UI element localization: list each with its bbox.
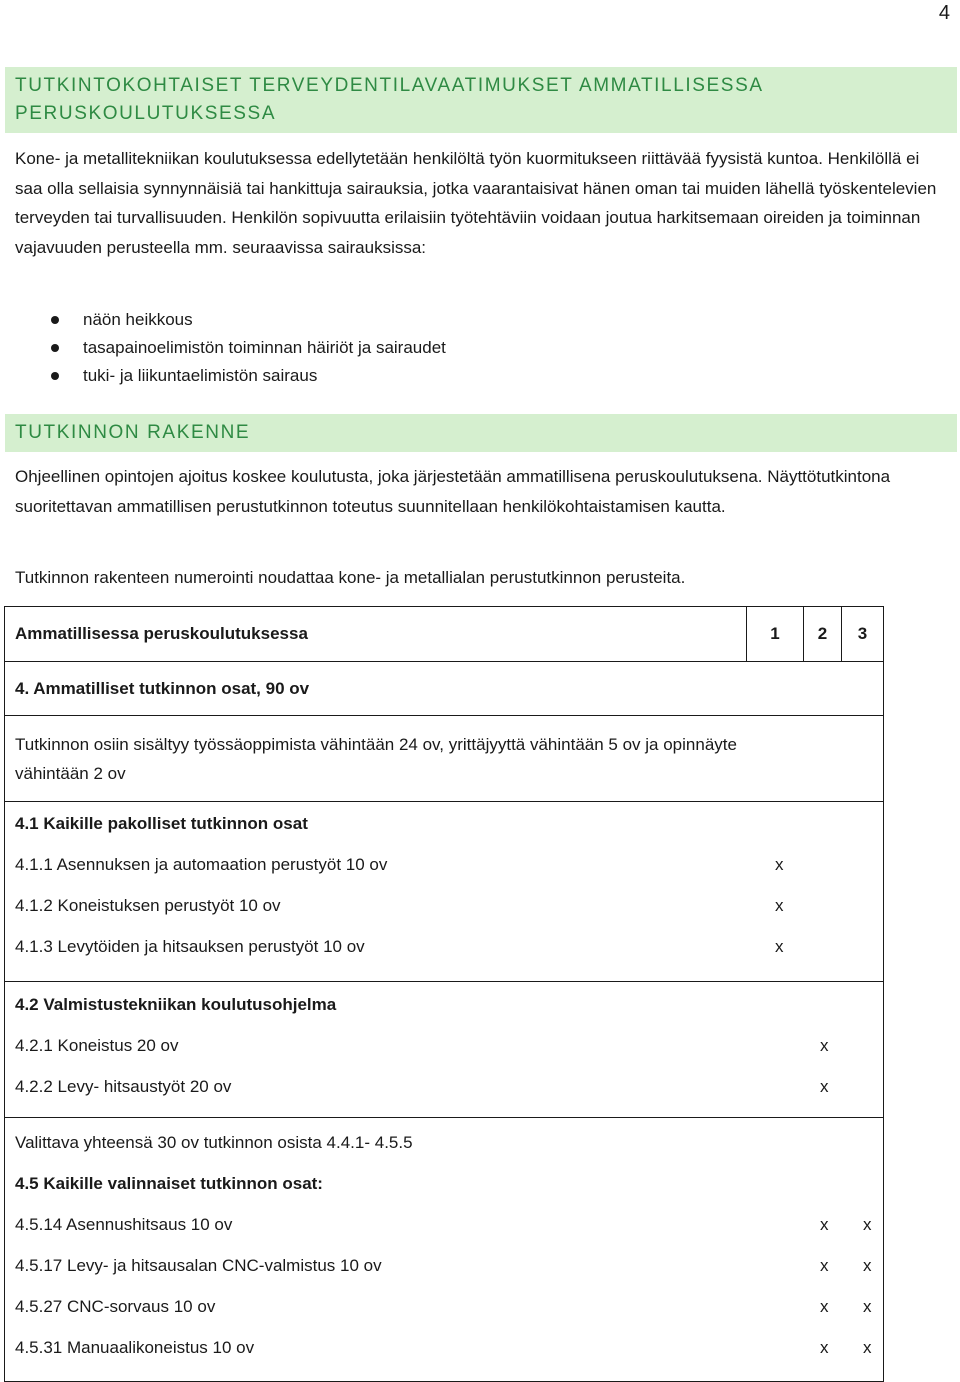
main-row-label: 4. Ammatilliset tutkinnon osat, 90 ov (5, 662, 884, 716)
check-mark: x (820, 1338, 829, 1357)
table-header-row (5, 607, 884, 662)
table-header-col-3: 3 (842, 607, 884, 662)
check-mark: x (775, 855, 784, 874)
check-mark: x (775, 896, 784, 915)
heading-text: TUTKINNON RAKENNE (15, 422, 251, 443)
list-item: tasapainoelimistön toiminnan häiriöt ja sairaudet (15, 334, 446, 362)
table-row (5, 802, 884, 982)
list-item: 4.5.14 Asennushitsaus 10 ov x x (15, 1204, 883, 1245)
table-header-col-2: 2 (804, 607, 842, 662)
list-item: 4.5.27 CNC-sorvaus 10 ov x x (15, 1286, 883, 1327)
heading-degree-structure (5, 414, 957, 452)
health-requirements-paragraph: Kone- ja metallitekniikan koulutuksessa edellytetään henkilöltä työn kuormitukseen riittävää fyysistä kuntoa. Henkilöllä ei saa olla sellaisia synnynnäisiä tai hankittuja sairauksia, jotka vaarantaisivat hänen oman tai muiden lähellä työskentelevien terveyden tai turvallisuuden. Henkilön sopivuutta erilaisiin työtehtäviin voidaan joutua harkitsemaan oireiden ja toiminnan vajavuuden perusteella mm. seuraavissa sairauksissa: (15, 149, 937, 257)
list-item: 4.1.3 Levytöiden ja hitsauksen perustyöt 10 ov x (15, 926, 883, 967)
page-number: 4 (938, 2, 950, 24)
heading-line-1: TUTKINTOKOHTAISET TERVEYDENTILAVAATIMUKSET AMMATILLISESSA (15, 75, 764, 96)
heading-line-2: PERUSKOULUTUKSESSA (15, 103, 277, 124)
bullet-icon (51, 344, 59, 352)
table-row (5, 662, 884, 716)
check-mark: x (863, 1338, 872, 1357)
bullet-icon (51, 372, 59, 380)
list-item: 4.5.17 Levy- ja hitsausalan CNC-valmistus 10 ov x x (15, 1245, 883, 1286)
check-mark: x (863, 1297, 872, 1316)
table-row (5, 716, 884, 802)
check-mark: x (820, 1036, 829, 1055)
check-mark: x (820, 1256, 829, 1275)
check-mark: x (863, 1215, 872, 1234)
check-mark: x (820, 1077, 829, 1096)
list-item: 4.2.1 Koneistus 20 ov x (15, 1025, 883, 1066)
check-mark: x (820, 1215, 829, 1234)
note-row-label: Tutkinnon osiin sisältyy työssäoppimista vähintään 24 ov, yrittäjyyttä vähintään 5 ov ja opinnäyte vähintään 2 ov (5, 716, 884, 802)
list-item: näön heikkous (15, 306, 446, 334)
structure-table (4, 606, 884, 1382)
table-row (5, 1118, 884, 1382)
heading-health-requirements (5, 67, 957, 133)
check-mark: x (775, 937, 784, 956)
numbering-paragraph: Tutkinnon rakenteen numerointi noudattaa kone- ja metallialan perustutkinnon perusteita. (15, 568, 686, 587)
list-item: tuki- ja liikuntaelimistön sairaus (15, 362, 446, 390)
list-item: 4.5.31 Manuaalikoneistus 10 ov x x (15, 1327, 883, 1368)
conditions-list (15, 306, 446, 390)
group-title: 4.1 Kaikille pakolliset tutkinnon osat (15, 814, 308, 833)
check-mark: x (820, 1297, 829, 1316)
structure-paragraph: Ohjeellinen opintojen ajoitus koskee koulutusta, joka järjestetään ammatillisena peruskoulutuksena. Näyttötutkintona suoritettavan ammatillisen perustutkinnon toteutus suunnitellaan henkilökohtaistamisen kautta. (15, 467, 891, 516)
list-item: 4.1.2 Koneistuksen perustyöt 10 ov x (15, 885, 883, 926)
bullet-icon (51, 316, 59, 324)
table-header-label: Ammatillisessa peruskoulutuksessa (5, 607, 747, 662)
check-mark: x (863, 1256, 872, 1275)
list-item: 4.1.1 Asennuksen ja automaation perustyöt 10 ov x (15, 844, 883, 885)
group-intro: Valittava yhteensä 30 ov tutkinnon osista 4.4.1- 4.5.5 (15, 1133, 413, 1152)
group-title: 4.2 Valmistustekniikan koulutusohjelma (15, 995, 337, 1014)
group-title: 4.5 Kaikille valinnaiset tutkinnon osat: (15, 1174, 323, 1193)
table-header-col-1: 1 (747, 607, 804, 662)
list-item: 4.2.2 Levy- hitsaustyöt 20 ov x (15, 1066, 883, 1107)
table-row (5, 982, 884, 1118)
